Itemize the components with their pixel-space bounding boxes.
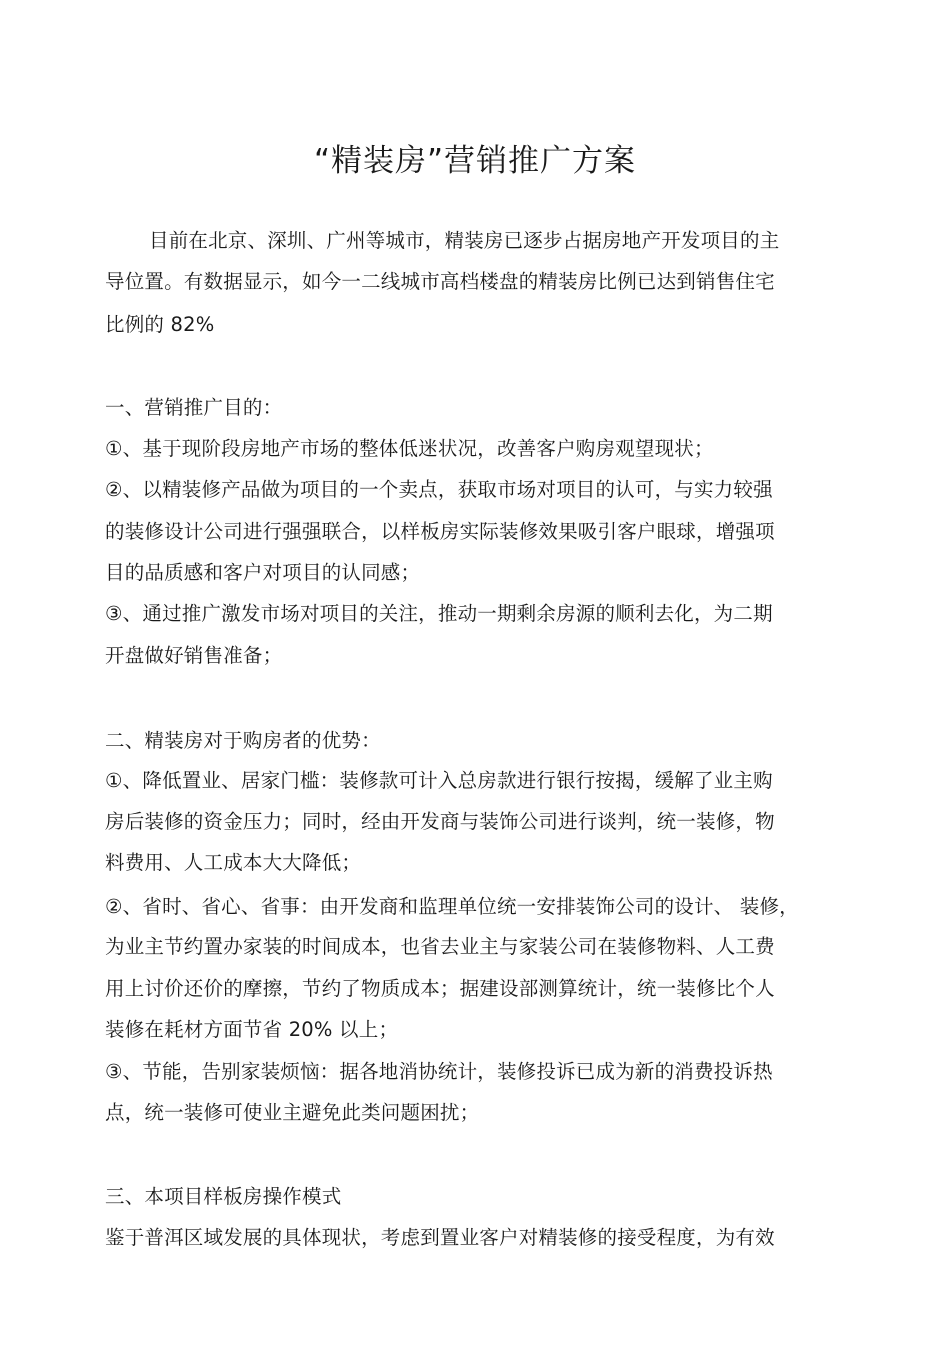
section-1-line-6: 开盘做好销售准备；	[105, 644, 283, 667]
section-2-line-2: 房后装修的资金压力；同时，经由开发商与装饰公司进行谈判，统一装修，物	[105, 810, 775, 833]
section-2-line-5: 为业主节约置办家装的时间成本，也省去业主与家装公司在装修物料、人工费	[105, 935, 775, 958]
section-1-line-1: ①、基于现阶段房地产市场的整体低迷状况，改善客户购房观望现状；	[105, 437, 714, 460]
section-1-line-4: 目的品质感和客户对项目的认同感；	[105, 561, 421, 584]
section-1-line-2: ②、以精装修产品做为项目的一个卖点，获取市场对项目的认可，与实力较强	[105, 478, 773, 501]
section-1-line-3: 的装修设计公司进行强强联合，以样板房实际装修效果吸引客户眼球，增强项	[105, 520, 775, 543]
section-2-line-3: 料费用、人工成本大大降低；	[105, 851, 362, 874]
section-2-heading: 二、精装房对于购房者的优势：	[105, 729, 381, 752]
section-2-line-9: 点，统一装修可使业主避免此类问题困扰；	[105, 1101, 480, 1124]
section-3-heading: 三、本项目样板房操作模式	[105, 1185, 342, 1208]
intro-line-1: 目前在北京、深圳、广州等城市，精装房已逐步占据房地产开发项目的主	[149, 229, 780, 252]
section-3-line-1: 鉴于普洱区域发展的具体现状，考虑到置业客户对精装修的接受程度，为有效	[105, 1226, 775, 1249]
document-title: “精装房”营销推广方案	[313, 143, 637, 179]
section-1-line-5: ③、通过推广激发市场对项目的关注，推动一期剩余房源的顺利去化，为二期	[105, 602, 773, 625]
section-2-line-6: 用上讨价还价的摩擦，节约了物质成本；据建设部测算统计，统一装修比个人	[105, 977, 775, 1000]
section-2-line-7: 装修在耗材方面节省 20% 以上；	[105, 1018, 399, 1041]
section-2-line-4: ②、省时、省心、省事：由开发商和监理单位统一安排装饰公司的设计、 装修，	[105, 895, 799, 918]
section-2-line-1: ①、降低置业、居家门槛：装修款可计入总房款进行银行按揭，缓解了业主购	[105, 769, 773, 792]
intro-line-3: 比例的 82%	[105, 313, 215, 336]
section-1-heading: 一、营销推广目的：	[105, 396, 283, 419]
intro-line-2: 导位置。有数据显示，如今一二线城市高档楼盘的精装房比例已达到销售住宅	[105, 270, 775, 293]
section-2-line-8: ③、节能，告别家装烦恼：据各地消协统计，装修投诉已成为新的消费投诉热	[105, 1060, 773, 1083]
